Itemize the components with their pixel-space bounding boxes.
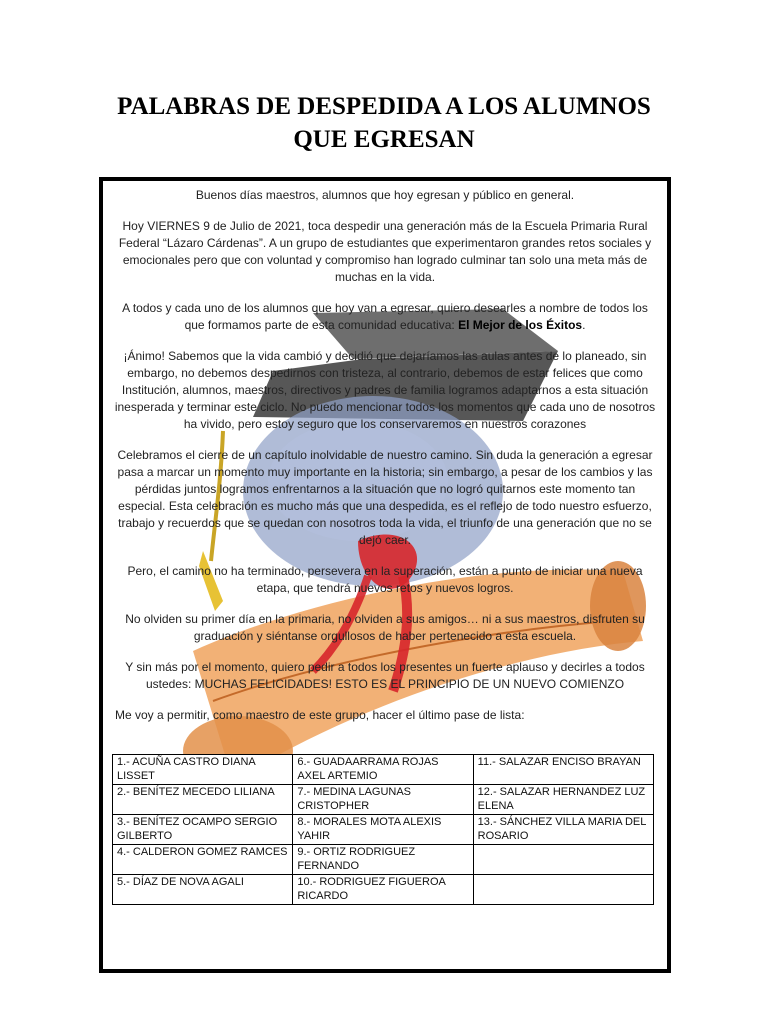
roster-cell: 12.- SALAZAR HERNANDEZ LUZ ELENA <box>473 785 653 815</box>
roster-cell: 11.- SALAZAR ENCISO BRAYAN <box>473 755 653 785</box>
memories-paragraph: No olviden su primer día en la primaria, no olviden a sus amigos… ni a sus maestros, disfruten su graduación y siéntanse orgullosos de haber pertenecido a esta escuela. <box>125 612 645 643</box>
greeting-paragraph: Buenos días maestros, alumnos que hoy egresan y público en general. <box>195 188 575 202</box>
title-line-2: QUE EGRESAN <box>293 126 475 153</box>
speech-body <box>111 187 659 734</box>
roster-cell: 13.- SÁNCHEZ VILLA MARIA DEL ROSARIO <box>473 815 653 845</box>
wishes-end: . <box>582 318 586 332</box>
roll-call-intro: Me voy a permitir, como maestro de este grupo, hacer el último pase de lista: <box>115 708 525 722</box>
roster-cell: 1.- ACUÑA CASTRO DIANA LISSET <box>113 755 293 785</box>
wishes-paragraph <box>111 300 659 334</box>
wishes-emphasis: El Mejor de los Éxitos <box>458 318 583 332</box>
roster-cell: 4.- CALDERON GOMEZ RAMCES <box>113 845 293 875</box>
roster-cell: 7.- MEDINA LAGUNAS CRISTOPHER <box>293 785 473 815</box>
roster-cell: 5.- DÍAZ DE NOVA AGALI <box>113 875 293 905</box>
table-row <box>113 785 654 815</box>
table-row <box>113 815 654 845</box>
roster-cell: 8.- MORALES MOTA ALEXIS YAHIR <box>293 815 473 845</box>
roster-cell: 6.- GUADAARRAMA ROJAS AXEL ARTEMIO <box>293 755 473 785</box>
closing-paragraph: Y sin más por el momento, quiero pedir a todos los presentes un fuerte aplauso y decirles a todos ustedes: MUCHAS FELICIDADES! ESTO ES EL PRINCIPIO DE UN NUEVO COMIENZO <box>125 660 645 691</box>
roster-cell: 3.- BENÍTEZ OCAMPO SERGIO GILBERTO <box>113 815 293 845</box>
encouragement-paragraph: ¡Ánimo! Sabemos que la vida cambió y decidió que dejaríamos las aulas antes de lo planeado, sin embargo, no debemos despedirnos con tristeza, al contrario, debemos de estar felices que como Institución, alumnos, maestros, directivos y padres de familia logramos adaptarnos a esta situación inesperada y terminar este ciclo. No puedo mencionar todos los momentos que cada uno de nosotros ha vivido, pero estoy seguro que los conservaremos en nuestros corazones <box>114 349 656 431</box>
table-row <box>113 875 654 905</box>
speech-frame <box>99 177 671 973</box>
roster-cell <box>473 875 653 905</box>
roster-cell: 9.- ORTIZ RODRIGUEZ FERNANDO <box>293 845 473 875</box>
document-title <box>0 90 768 156</box>
date-paragraph: Hoy VIERNES 9 de Julio de 2021, toca despedir una generación más de la Escuela Primaria Rural Federal “Lázaro Cárdenas”. A un grupo de estudiantes que experimentaron grandes retos sociales y emocionales pero que con voluntad y compromiso han logrado culminar tan solo una meta más de muchas en la vida. <box>118 219 652 284</box>
celebration-paragraph: Celebramos el cierre de un capítulo inolvidable de nuestro camino. Sin duda la generación a egresar pasa a marcar un momento muy importante en la historia; sin embargo, a pesar de los cambios y las pérdidas juntos logramos enfrentarnos a la situación que no logró quitarnos este momento tan especial. Esta celebración es mucho más que una despedida, es el reflejo de todo nuestro esfuerzo, trabajo y recuerdos que se quedan con nosotros toda la vida, el triunfo de una generación que no se dejó caer. <box>117 448 653 547</box>
wishes-text: A todos y cada uno de los alumnos que hoy van a egresar, quiero desearles a nombre de todos los que formamos parte de esta comunidad educativa: <box>122 301 648 332</box>
table-row <box>113 755 654 785</box>
student-roster-table <box>112 754 654 905</box>
title-line-1: PALABRAS DE DESPEDIDA A LOS ALUMNOS <box>117 93 651 120</box>
new-stage-paragraph: Pero, el camino no ha terminado, persevera en la superación, están a punto de iniciar una nueva etapa, que tendrá nuevos retos y nuevos logros. <box>127 564 643 595</box>
roster-cell: 2.- BENÍTEZ MECEDO LILIANA <box>113 785 293 815</box>
roster-cell <box>473 845 653 875</box>
table-row <box>113 845 654 875</box>
roster-cell: 10.- RODRIGUEZ FIGUEROA RICARDO <box>293 875 473 905</box>
